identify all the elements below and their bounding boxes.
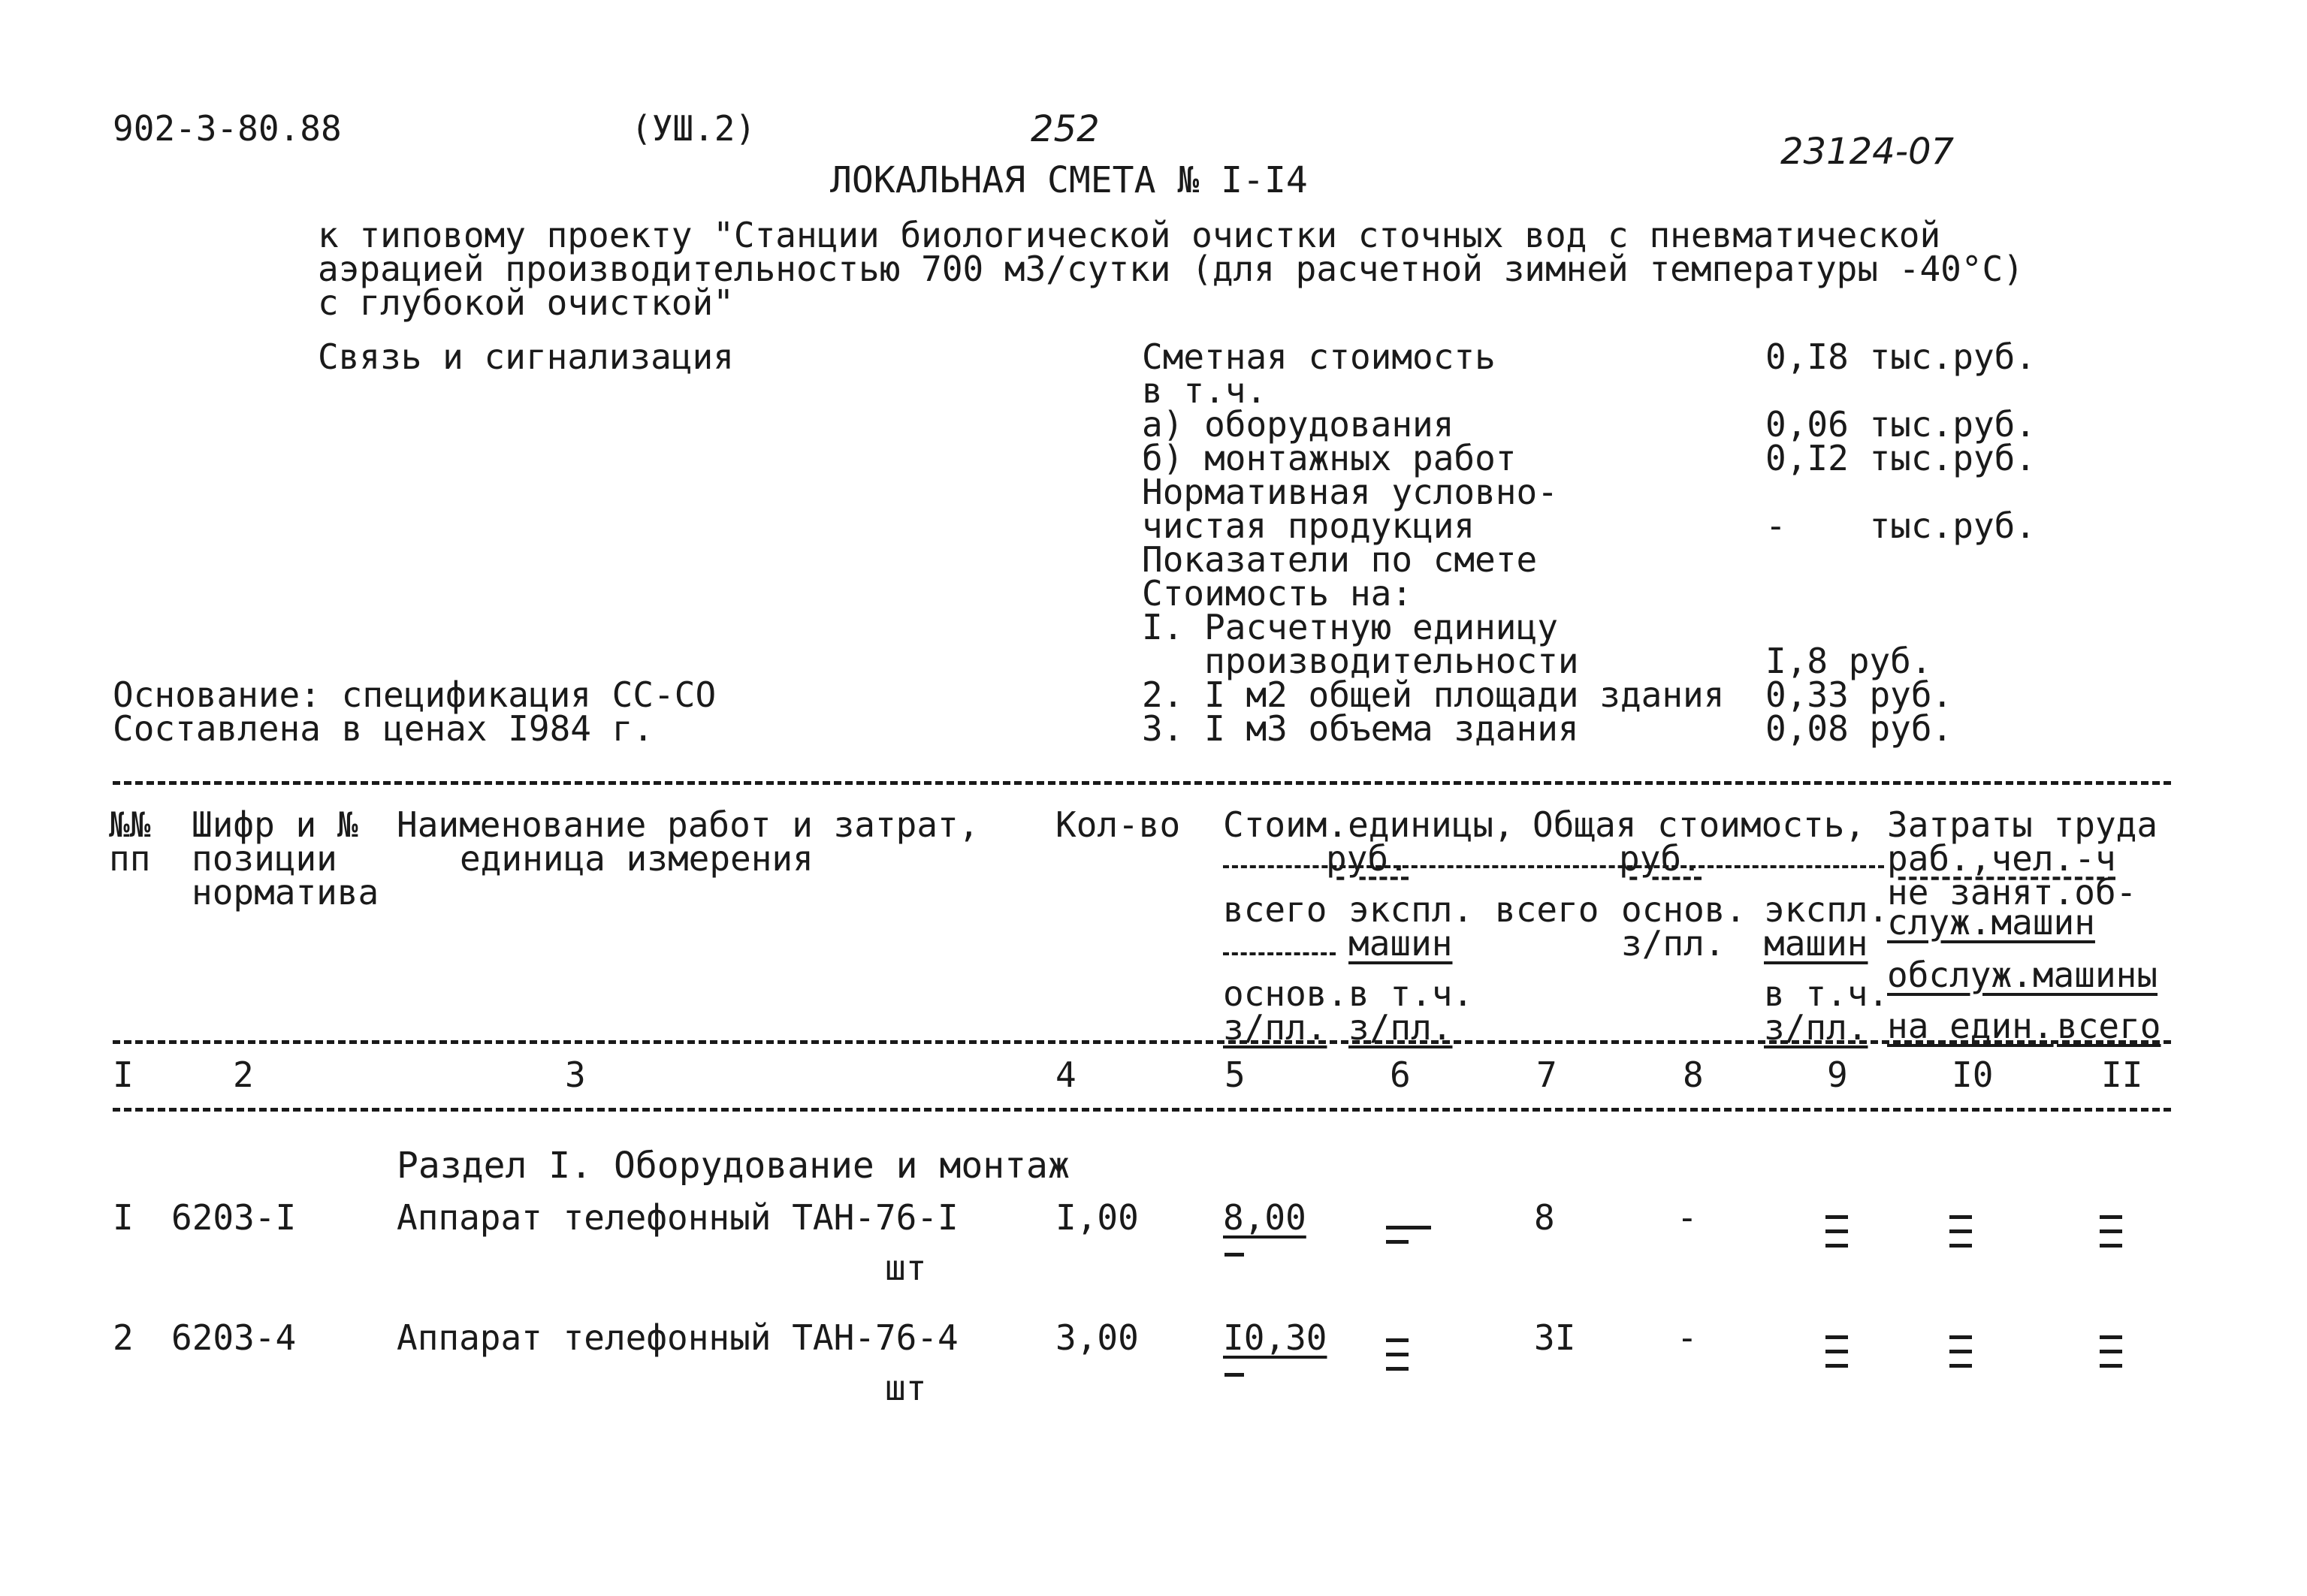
- header-code-3: норматива: [192, 872, 379, 913]
- indicator-3-label: 3. I м3 объема здания: [1142, 708, 1579, 749]
- header-name-1: Наименование работ и затрат,: [397, 804, 980, 845]
- indicator-2-value: 0,33 руб.: [1765, 674, 1953, 715]
- indicator-2-label: 2. I м2 общей площади здания: [1142, 674, 1725, 715]
- row-1-code: 6203-I: [171, 1197, 297, 1238]
- header-base-1: основ.: [1621, 889, 1747, 930]
- row-1-unit: шт: [885, 1248, 927, 1288]
- header-total-separator: [1223, 952, 1336, 959]
- row-2-base: -: [1677, 1317, 1698, 1358]
- header-incl-1: в т.ч.: [1348, 973, 1474, 1014]
- col-number-8: 8: [1683, 1054, 1704, 1095]
- header-incl-2: з/пл.: [1348, 1007, 1453, 1048]
- indicator-1-label-1: I. Расчетную единицу: [1142, 607, 1558, 647]
- header-base-2: з/пл.: [1621, 923, 1726, 964]
- table-top-border: [113, 781, 2171, 789]
- equipment-label: а) оборудования: [1142, 404, 1454, 445]
- row-1-num: I: [113, 1197, 134, 1238]
- col-number-5: 5: [1224, 1054, 1246, 1095]
- header-labor-5: обслуж.машины: [1887, 955, 2158, 995]
- cost-on-label: Стоимость на:: [1142, 573, 1413, 614]
- indicator-1-value: I,8 руб.: [1765, 641, 1932, 681]
- row-2-code: 6203-4: [171, 1317, 297, 1358]
- header-unit-cost-2: руб.: [1326, 838, 1409, 879]
- indicators-label: Показатели по смете: [1142, 539, 1538, 580]
- header-bottom-border: [113, 1040, 2171, 1048]
- header-labor-6a: на един.: [1887, 1006, 2054, 1046]
- installation-value: 0,I2 тыс.руб.: [1765, 438, 2037, 478]
- row-1-unit-cost-base-dash: [1224, 1253, 1244, 1257]
- project-line-2: аэрацией производительностью 700 м3/сутки (для расчетной зимней температуры -40°С): [318, 249, 2024, 289]
- row-2-expl-dash: [1386, 1338, 1416, 1381]
- row-2-unit-cost-base-dash: [1224, 1373, 1244, 1377]
- header-base3-2: з/пл.: [1223, 1007, 1327, 1048]
- header-labor-3: не занят.об-: [1887, 872, 2137, 913]
- row-2-col11-dash: [2100, 1335, 2130, 1378]
- header-total: всего: [1223, 889, 1327, 930]
- row-1-base: -: [1677, 1197, 1698, 1238]
- row-1-unit-cost: 8,00: [1223, 1197, 1306, 1238]
- header-incl2-2: з/пл.: [1764, 1007, 1868, 1048]
- header-group-separator: [1223, 865, 1884, 872]
- col-number-7: 7: [1536, 1054, 1557, 1095]
- header-labor-4: служ.машин: [1887, 902, 2095, 943]
- row-2-name: Аппарат телефонный ТАН-76-4: [397, 1317, 959, 1358]
- estimate-title: ЛОКАЛЬНАЯ СМЕТА № I-I4: [830, 159, 1308, 201]
- header-qty: Кол-во: [1055, 804, 1181, 845]
- project-line-3: с глубокой очисткой": [318, 282, 734, 323]
- project-line-1: к типовому проекту "Станции биологической очистки сточных вод с пневматической: [318, 215, 1941, 255]
- col-number-10: I0: [1952, 1054, 1994, 1095]
- column-numbers-border: [113, 1108, 2171, 1115]
- header-num-1: №№: [109, 804, 151, 845]
- stamp-number: 23124-07: [1780, 131, 1955, 173]
- normative-value: - тыс.руб.: [1765, 505, 2037, 546]
- header-unit-cost-1: Стоим.единицы,: [1223, 804, 1514, 845]
- header-labor-6b: всего: [2057, 1006, 2161, 1046]
- header-code-1: Шифр и №: [192, 804, 358, 845]
- installation-label: б) монтажных работ: [1142, 438, 1517, 478]
- col-number-1: I: [113, 1054, 134, 1095]
- volume-label: (УШ.2): [631, 108, 756, 149]
- indicator-1-label-2: производительности: [1142, 641, 1579, 681]
- row-1-total: 8: [1534, 1197, 1555, 1238]
- including-label: в т.ч.: [1142, 370, 1267, 411]
- row-2-total: 3I: [1534, 1317, 1576, 1358]
- col-number-2: 2: [233, 1054, 254, 1095]
- col-number-11: II: [2101, 1054, 2143, 1095]
- row-1-col10-dash: [1949, 1215, 1979, 1258]
- row-2-col10-dash: [1949, 1335, 1979, 1378]
- header-code-2: позиции: [192, 838, 337, 879]
- equipment-value: 0,06 тыс.руб.: [1765, 404, 2037, 445]
- basis-line-1: Основание: спецификация СС-СО: [113, 674, 717, 715]
- row-2-num: 2: [113, 1317, 134, 1358]
- row-1-col11-dash: [2100, 1215, 2130, 1258]
- col-number-6: 6: [1390, 1054, 1411, 1095]
- page-number: 252: [1031, 108, 1100, 150]
- section-title: Раздел I. Оборудование и монтаж: [397, 1145, 1070, 1187]
- row-2-col9-dash: [1825, 1335, 1856, 1378]
- estimated-cost-value: 0,I8 тыс.руб.: [1765, 336, 2037, 377]
- header-incl2-1: в т.ч.: [1764, 973, 1889, 1014]
- header-labor-2: раб.,чел.-ч: [1887, 838, 2116, 879]
- header-total-cost-2: руб.: [1619, 838, 1702, 879]
- normative-label-2: чистая продукция: [1142, 505, 1475, 546]
- header-base3-1: основ.: [1223, 973, 1348, 1014]
- header-expl-2: машин: [1348, 923, 1453, 964]
- indicator-3-value: 0,08 руб.: [1765, 708, 1953, 749]
- header-total-cost-1: Общая стоимость,: [1532, 804, 1866, 845]
- row-1-qty: I,00: [1055, 1197, 1139, 1238]
- col-number-9: 9: [1827, 1054, 1848, 1095]
- header-name-2: единица измерения: [460, 838, 814, 879]
- row-1-expl-dash: [1386, 1226, 1416, 1254]
- row-2-qty: 3,00: [1055, 1317, 1139, 1358]
- header-num-2: пп: [109, 838, 151, 879]
- estimated-cost-label: Сметная стоимость: [1142, 336, 1496, 377]
- normative-label-1: Нормативная условно-: [1142, 472, 1558, 512]
- row-1-name: Аппарат телефонный ТАН-76-I: [397, 1197, 959, 1238]
- row-2-unit-cost: I0,30: [1223, 1317, 1327, 1358]
- section-name: Связь и сигнализация: [318, 336, 734, 377]
- col-number-4: 4: [1055, 1054, 1076, 1095]
- header-expl2-2: машин: [1764, 923, 1868, 964]
- header-labor-1: Затраты труда: [1887, 804, 2158, 845]
- document-code: 902-3-80.88: [113, 108, 342, 149]
- header-expl2-1: экспл.: [1764, 889, 1889, 930]
- row-2-unit: шт: [885, 1368, 927, 1408]
- row-1-col9-dash: [1825, 1215, 1856, 1258]
- header-expl-1: экспл.: [1348, 889, 1474, 930]
- col-number-3: 3: [565, 1054, 586, 1095]
- header-total-2: всего: [1495, 889, 1599, 930]
- basis-line-2: Составлена в ценах I984 г.: [113, 708, 654, 749]
